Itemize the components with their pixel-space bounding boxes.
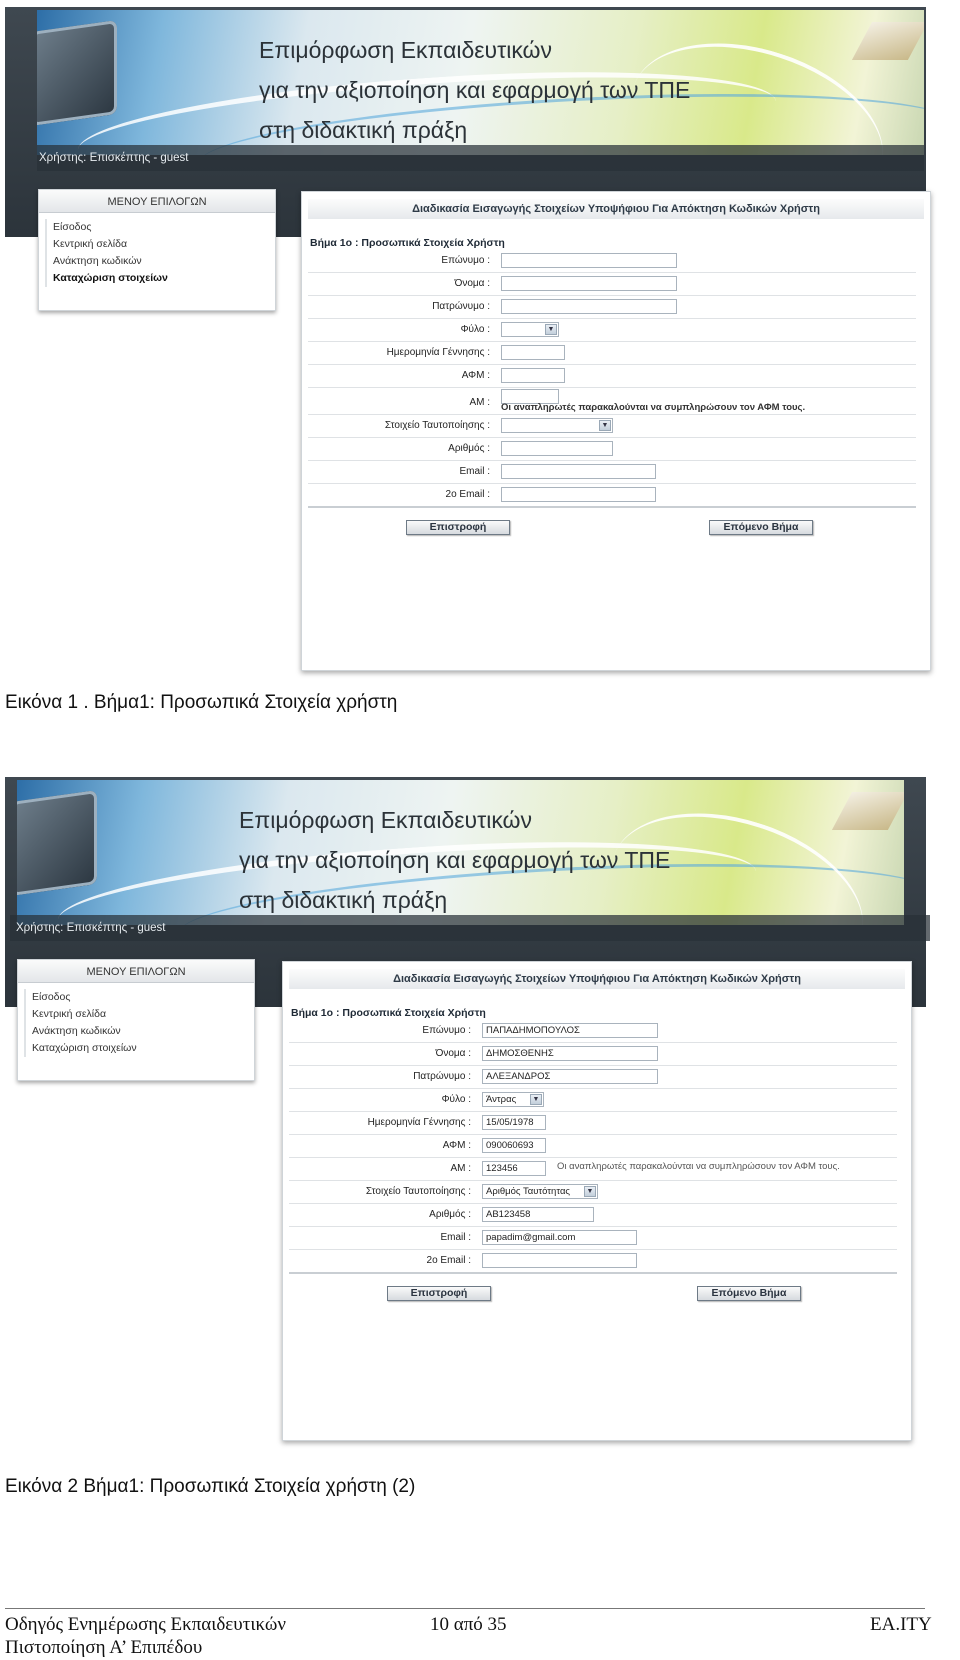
caption-figure-2: Εικόνα 2 Βήμα1: Προσωπικά Στοιχεία χρήστη (2) [5, 1476, 416, 1497]
label-email2: 2ο Email : [426, 1255, 471, 1266]
chevron-down-icon: ▼ [530, 1094, 542, 1105]
email2-input[interactable] [501, 487, 656, 502]
menu-title: ΜΕΝΟΥ ΕΠΙΛΟΓΩΝ [18, 960, 254, 983]
label-email2: 2ο Email : [445, 489, 490, 500]
label-surname: Επώνυμο : [441, 255, 490, 266]
row-surname [308, 250, 916, 273]
gender-select[interactable]: Άντρας ▼ [482, 1092, 544, 1107]
back-button[interactable]: Επιστροφή [387, 1286, 491, 1301]
row-id-number [289, 1204, 897, 1227]
page-number: 10 από 35 [430, 1614, 507, 1635]
label-id-number: Αριθμός : [448, 443, 490, 454]
laptop-logo-icon [17, 790, 97, 896]
row-email2 [308, 484, 916, 508]
options-menu [17, 959, 255, 1081]
user-status-bar: Χρήστης: Επισκέπτης - guest [37, 145, 924, 171]
email-input[interactable]: papadim@gmail.com [482, 1230, 637, 1245]
label-surname: Επώνυμο : [422, 1025, 471, 1036]
row-email2 [289, 1250, 897, 1274]
row-father [289, 1066, 897, 1089]
afm-input[interactable]: 090060693 [482, 1138, 546, 1153]
afm-note: Οι αναπληρωτές παρακαλούνται να συμπληρώσουν τον ΑΦΜ τους. [501, 402, 806, 413]
surname-input[interactable] [501, 253, 677, 268]
chevron-down-icon: ▼ [545, 324, 557, 335]
row-id-type [289, 1181, 897, 1204]
registration-form-panel [282, 961, 912, 1441]
chevron-down-icon: ▼ [599, 420, 611, 431]
next-step-button[interactable]: Επόμενο Βήμα [697, 1286, 801, 1301]
row-afm [289, 1135, 897, 1158]
id-number-input[interactable]: AB123458 [482, 1207, 594, 1222]
label-afm: ΑΦΜ : [461, 370, 490, 381]
header-banner [17, 780, 904, 925]
label-am: ΑΜ : [469, 397, 490, 408]
am-input[interactable]: 123456 [482, 1161, 546, 1176]
screenshot-1 [0, 0, 960, 700]
options-menu [38, 189, 276, 311]
label-gender: Φύλο : [460, 324, 490, 335]
label-am: ΑΜ : [450, 1163, 471, 1174]
row-surname [289, 1020, 897, 1043]
row-am [289, 1158, 897, 1181]
label-email: Email : [459, 466, 490, 477]
footer-organization: ΕΑ.ΙΤΥ [870, 1614, 932, 1635]
book-icon [852, 22, 924, 60]
email-input[interactable] [501, 464, 656, 479]
name-input[interactable]: ΔΗΜΟΣΘΕΝΗΣ [482, 1046, 658, 1061]
row-birthdate [289, 1112, 897, 1135]
row-id-type [308, 415, 916, 438]
label-id-type: Στοιχείο Ταυτοποίησης : [365, 1186, 471, 1197]
screenshot-2 [0, 770, 960, 1470]
form-rows [308, 250, 916, 508]
label-gender: Φύλο : [441, 1094, 471, 1105]
form-title: Διαδικασία Εισαγωγής Στοιχείων Υποψήφιου Για Απόκτηση Κωδικών Χρήστη [289, 969, 905, 989]
menu-title: ΜΕΝΟΥ ΕΠΙΛΟΓΩΝ [39, 190, 275, 213]
menu-item-login[interactable]: Είσοδος [32, 991, 71, 1003]
form-rows [289, 1020, 897, 1274]
email2-input[interactable] [482, 1253, 637, 1268]
user-status-bar: Χρήστης: Επισκέπτης - guest [10, 915, 930, 941]
menu-item-register-data[interactable]: Καταχώριση στοιχείων [32, 1042, 137, 1054]
label-father: Πατρώνυμο : [413, 1071, 471, 1082]
header-banner [37, 10, 924, 155]
father-name-input[interactable]: ΑΛΕΞΑΝΔΡΟΣ [482, 1069, 658, 1084]
menu-item-home[interactable]: Κεντρική σελίδα [32, 1008, 107, 1020]
afm-input[interactable] [501, 368, 565, 383]
label-id-number: Αριθμός : [429, 1209, 471, 1220]
step-heading: Βήμα 1ο : Προσωπικά Στοιχεία Χρήστη [310, 237, 505, 249]
row-gender [308, 319, 916, 342]
label-name: Όνομα : [454, 278, 490, 289]
book-icon [832, 792, 904, 830]
next-step-button[interactable]: Επόμενο Βήμα [709, 520, 813, 535]
id-number-input[interactable] [501, 441, 613, 456]
menu-item-register-data[interactable]: Καταχώριση στοιχείων [53, 272, 168, 284]
footer-divider [5, 1608, 925, 1609]
form-title: Διαδικασία Εισαγωγής Στοιχείων Υποψήφιου Για Απόκτηση Κωδικών Χρήστη [308, 199, 924, 219]
footer-certification: Πιστοποίηση Α’ Επιπέδου [5, 1637, 203, 1658]
row-email [308, 461, 916, 484]
row-afm [308, 365, 916, 388]
label-email: Email : [440, 1232, 471, 1243]
afm-note: Οι αναπληρωτές παρακαλούνται να συμπληρώσουν τον ΑΦΜ τους. [557, 1161, 840, 1172]
id-type-select[interactable] [501, 418, 613, 433]
registration-form-panel [301, 191, 931, 671]
row-name [289, 1043, 897, 1066]
name-input[interactable] [501, 276, 677, 291]
row-gender [289, 1089, 897, 1112]
birthdate-input[interactable]: 15/05/1978 [482, 1115, 546, 1130]
label-name: Όνομα : [435, 1048, 471, 1059]
birthdate-input[interactable] [501, 345, 565, 360]
row-id-number [308, 438, 916, 461]
laptop-logo-icon [37, 20, 117, 126]
menu-item-recover-codes[interactable]: Ανάκτηση κωδικών [53, 255, 142, 267]
row-am [308, 388, 916, 415]
footer-guide-title: Οδηγός Ενημέρωσης Εκπαιδευτικών [5, 1614, 286, 1635]
banner-title: Επιμόρφωση Εκπαιδευτικών για την αξιοποίηση και εφαρμογή των ΤΠΕ στη διδακτική πράξη [239, 807, 671, 913]
caption-figure-1: Εικόνα 1 . Βήμα1: Προσωπικά Στοιχεία χρήστη [5, 692, 398, 713]
id-type-select[interactable]: Αριθμός Ταυτότητας ▼ [482, 1184, 598, 1199]
banner-title: Επιμόρφωση Εκπαιδευτικών για την αξιοποίηση και εφαρμογή των ΤΠΕ στη διδακτική πράξη [259, 37, 691, 143]
menu-item-recover-codes[interactable]: Ανάκτηση κωδικών [32, 1025, 121, 1037]
row-name [308, 273, 916, 296]
label-birthdate: Ημερομηνία Γέννησης : [367, 1117, 471, 1128]
label-birthdate: Ημερομηνία Γέννησης : [386, 347, 490, 358]
row-father [308, 296, 916, 319]
chevron-down-icon: ▼ [584, 1186, 596, 1197]
father-name-input[interactable] [501, 299, 677, 314]
label-id-type: Στοιχείο Ταυτοποίησης : [384, 420, 490, 431]
menu-item-home[interactable]: Κεντρική σελίδα [53, 238, 128, 250]
back-button[interactable]: Επιστροφή [406, 520, 510, 535]
menu-item-login[interactable]: Είσοδος [53, 221, 92, 233]
row-birthdate [308, 342, 916, 365]
gender-select[interactable] [501, 322, 559, 337]
label-father: Πατρώνυμο : [432, 301, 490, 312]
surname-input[interactable]: ΠΑΠΑΔΗΜΟΠΟΥΛΟΣ [482, 1023, 658, 1038]
step-heading: Βήμα 1ο : Προσωπικά Στοιχεία Χρήστη [291, 1007, 486, 1019]
row-email [289, 1227, 897, 1250]
label-afm: ΑΦΜ : [442, 1140, 471, 1151]
